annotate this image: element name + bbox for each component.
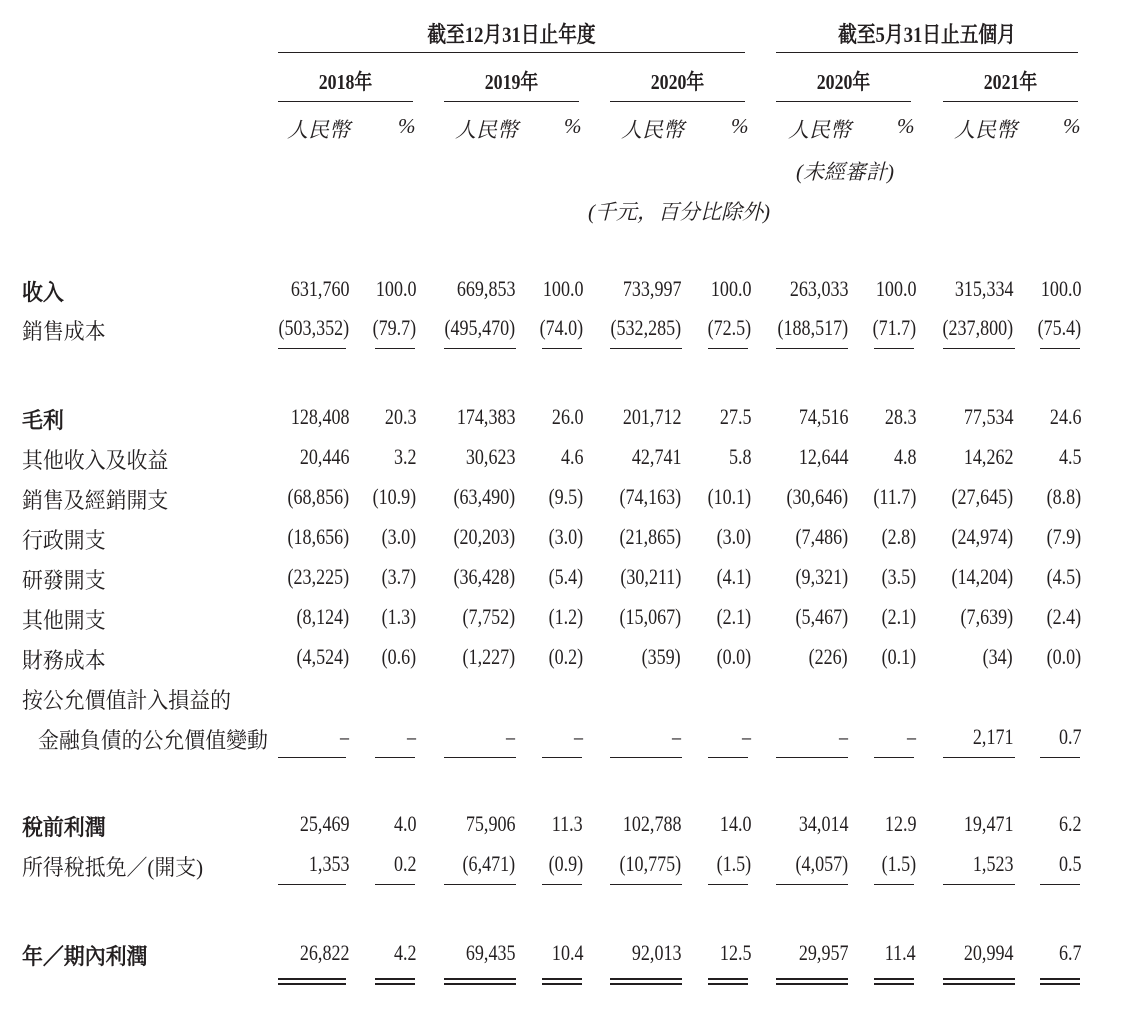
cell-amount: (63,490) (453, 484, 515, 509)
cell-amount: 20,446 (299, 444, 349, 469)
cell-percent: (79.7) (372, 315, 416, 340)
cell-amount: (27,645) (951, 484, 1013, 509)
year-rule (610, 101, 745, 102)
subtotal-rule (874, 757, 914, 758)
subtotal-rule (542, 757, 582, 758)
cell-amount: 69,435 (465, 940, 515, 965)
cell-amount: 25,469 (299, 811, 349, 836)
cell-amount: 75,906 (465, 811, 515, 836)
row-label: 收入 (22, 280, 64, 305)
cell-amount: (20,203) (453, 524, 515, 549)
cell-amount: (503,352) (278, 315, 349, 340)
total-double-rule (943, 978, 1015, 985)
row-label: 其他收入及收益 (22, 448, 169, 473)
subtotal-rule (943, 348, 1015, 349)
cell-amount: 733,997 (622, 276, 681, 301)
subtotal-rule (943, 757, 1015, 758)
cell-percent: 0.2 (393, 851, 416, 876)
subtotal-rule (943, 884, 1015, 885)
currency-label: 人民幣 (455, 118, 518, 142)
cell-percent: 24.6 (1049, 404, 1081, 429)
cell-percent: 11.4 (885, 940, 916, 965)
cell-percent: (3.0) (548, 524, 583, 549)
cell-percent: 20.3 (384, 404, 416, 429)
cell-amount: 14,262 (963, 444, 1013, 469)
total-double-rule (874, 978, 914, 985)
subtotal-rule (375, 757, 415, 758)
cell-percent: (0.0) (716, 644, 751, 669)
cell-amount: – (671, 724, 681, 749)
cell-percent: 100.0 (875, 276, 916, 301)
cell-amount: (5,467) (795, 604, 848, 629)
subtotal-rule (610, 884, 682, 885)
currency-label: 人民幣 (621, 118, 684, 142)
cell-amount: (14,204) (951, 564, 1013, 589)
cell-amount: 92,013 (631, 940, 681, 965)
cell-percent: (2.8) (881, 524, 916, 549)
year-rule (943, 101, 1078, 102)
cell-amount: (495,470) (444, 315, 515, 340)
cell-amount: (24,974) (951, 524, 1013, 549)
cell-amount: (237,800) (942, 315, 1013, 340)
subtotal-rule (1040, 884, 1080, 885)
cell-amount: (15,067) (619, 604, 681, 629)
cell-amount: 74,516 (798, 404, 848, 429)
cell-amount: 26,822 (299, 940, 349, 965)
cell-amount: 20,994 (963, 940, 1013, 965)
cell-percent: 100.0 (1040, 276, 1081, 301)
cell-amount: 631,760 (290, 276, 349, 301)
cell-percent: (0.1) (881, 644, 916, 669)
cell-amount: (1,227) (462, 644, 515, 669)
cell-amount: (532,285) (610, 315, 681, 340)
cell-percent: (2.4) (1046, 604, 1081, 629)
cell-amount: 30,623 (465, 444, 515, 469)
subtotal-rule (776, 757, 848, 758)
percent-label: % (564, 114, 582, 138)
cell-percent: (9.5) (548, 484, 583, 509)
cell-percent: (8.8) (1046, 484, 1081, 509)
cell-percent: (4.1) (716, 564, 751, 589)
cell-amount: 34,014 (798, 811, 848, 836)
cell-percent: – (741, 724, 751, 749)
cell-percent: (3.7) (381, 564, 416, 589)
year-rule (444, 101, 579, 102)
cell-percent: 28.3 (884, 404, 916, 429)
cell-percent: 0.7 (1058, 724, 1081, 749)
row-label: 財務成本 (22, 648, 106, 673)
cell-percent: 4.5 (1058, 444, 1081, 469)
cell-amount: (30,646) (786, 484, 848, 509)
cell-percent: 4.0 (393, 811, 416, 836)
cell-percent: 0.5 (1058, 851, 1081, 876)
cell-amount: (8,124) (296, 604, 349, 629)
currency-label: 人民幣 (287, 118, 350, 142)
cell-percent: (72.5) (707, 315, 751, 340)
cell-amount: (226) (808, 644, 848, 669)
cell-amount: 42,741 (631, 444, 681, 469)
cell-amount: 19,471 (963, 811, 1013, 836)
row-label: 所得稅抵免／(開支) (22, 855, 204, 880)
cell-percent: 4.8 (893, 444, 916, 469)
subtotal-rule (610, 757, 682, 758)
subtotal-rule (1040, 757, 1080, 758)
cell-percent: (3.5) (881, 564, 916, 589)
row-label: 年／期內利潤 (22, 944, 148, 969)
percent-label: % (731, 114, 749, 138)
cell-percent: 12.9 (884, 811, 916, 836)
cell-amount: (4,057) (795, 851, 848, 876)
cell-percent: (3.0) (716, 524, 751, 549)
year-header: 2018年 (318, 70, 373, 94)
cell-amount: (359) (641, 644, 681, 669)
subtotal-rule (1040, 348, 1080, 349)
row-label: 按公允價值計入損益的 (22, 688, 232, 713)
percent-label: % (897, 114, 915, 138)
cell-percent: – (573, 724, 583, 749)
cell-amount: (36,428) (453, 564, 515, 589)
cell-amount: – (505, 724, 515, 749)
total-double-rule (444, 978, 516, 985)
cell-percent: 5.8 (728, 444, 751, 469)
cell-amount: (4,524) (296, 644, 349, 669)
subtotal-rule (278, 348, 346, 349)
cell-percent: 14.0 (719, 811, 751, 836)
cell-percent: 100.0 (375, 276, 416, 301)
row-label: 其他開支 (22, 608, 106, 633)
cell-amount: 174,383 (456, 404, 515, 429)
cell-percent: (74.0) (539, 315, 583, 340)
subtotal-rule (874, 348, 914, 349)
cell-amount: (9,321) (795, 564, 848, 589)
cell-amount: (7,639) (960, 604, 1013, 629)
cell-percent: (0.2) (548, 644, 583, 669)
subtotal-rule (444, 348, 516, 349)
cell-percent: – (406, 724, 416, 749)
cell-percent: (7.9) (1046, 524, 1081, 549)
year-header: 2021年 (983, 70, 1038, 94)
units-label: (千元，百分比除外) (588, 200, 770, 224)
cell-amount: – (339, 724, 349, 749)
cell-amount: (7,752) (462, 604, 515, 629)
cell-percent: 11.3 (552, 811, 583, 836)
cell-percent: – (906, 724, 916, 749)
unaudited-label: (未經審計) (796, 160, 894, 184)
cell-amount: (74,163) (619, 484, 681, 509)
cell-percent: (11.7) (873, 484, 916, 509)
group-header-year: 截至12月31日止年度 (427, 22, 596, 47)
cell-percent: 3.2 (393, 444, 416, 469)
cell-amount: (21,865) (619, 524, 681, 549)
subtotal-rule (375, 348, 415, 349)
subtotal-rule (444, 757, 516, 758)
row-label: 銷售成本 (22, 319, 106, 344)
percent-label: % (398, 114, 416, 138)
subtotal-rule (542, 884, 582, 885)
total-double-rule (610, 978, 682, 985)
cell-percent: 100.0 (710, 276, 751, 301)
cell-percent: 26.0 (551, 404, 583, 429)
currency-label: 人民幣 (788, 118, 851, 142)
cell-amount: (18,656) (287, 524, 349, 549)
cell-amount: (68,856) (287, 484, 349, 509)
cell-percent: (10.9) (372, 484, 416, 509)
subtotal-rule (375, 884, 415, 885)
total-double-rule (1040, 978, 1080, 985)
subtotal-rule (708, 884, 748, 885)
cell-percent: 6.2 (1058, 811, 1081, 836)
subtotal-rule (776, 884, 848, 885)
cell-amount: (7,486) (795, 524, 848, 549)
cell-amount: (23,225) (287, 564, 349, 589)
cell-percent: (2.1) (716, 604, 751, 629)
row-label: 行政開支 (22, 528, 106, 553)
cell-amount: 128,408 (290, 404, 349, 429)
cell-percent: (2.1) (881, 604, 916, 629)
cell-amount: 263,033 (789, 276, 848, 301)
cell-amount: 77,534 (963, 404, 1013, 429)
row-label: 研發開支 (22, 568, 106, 593)
percent-label: % (1063, 114, 1081, 138)
cell-amount: 1,353 (308, 851, 349, 876)
cell-amount: (30,211) (620, 564, 681, 589)
cell-amount: 102,788 (622, 811, 681, 836)
year-header: 2020年 (816, 70, 871, 94)
cell-percent: (0.0) (1046, 644, 1081, 669)
year-header: 2019年 (484, 70, 539, 94)
cell-percent: (1.5) (716, 851, 751, 876)
cell-percent: (75.4) (1037, 315, 1081, 340)
cell-percent: (5.4) (548, 564, 583, 589)
cell-percent: (1.5) (881, 851, 916, 876)
total-double-rule (708, 978, 748, 985)
cell-percent: (3.0) (381, 524, 416, 549)
group-rule-year (278, 52, 745, 53)
cell-amount: 12,644 (798, 444, 848, 469)
subtotal-rule (708, 348, 748, 349)
cell-percent: 27.5 (719, 404, 751, 429)
group-header-months: 截至5月31日止五個月 (838, 22, 1016, 47)
cell-percent: (0.9) (548, 851, 583, 876)
cell-percent: (1.3) (381, 604, 416, 629)
subtotal-rule (708, 757, 748, 758)
cell-amount: 315,334 (954, 276, 1013, 301)
cell-amount: 29,957 (798, 940, 848, 965)
cell-percent: 10.4 (551, 940, 583, 965)
year-header: 2020年 (650, 70, 705, 94)
cell-amount: (34) (982, 644, 1013, 669)
cell-amount: 1,523 (972, 851, 1013, 876)
currency-label: 人民幣 (954, 118, 1017, 142)
cell-amount: (10,775) (619, 851, 681, 876)
subtotal-rule (610, 348, 682, 349)
cell-percent: 4.6 (560, 444, 583, 469)
cell-amount: 2,171 (972, 724, 1013, 749)
cell-percent: 100.0 (542, 276, 583, 301)
subtotal-rule (278, 757, 346, 758)
row-label: 稅前利潤 (22, 815, 106, 840)
cell-percent: 12.5 (719, 940, 751, 965)
cell-amount: (188,517) (777, 315, 848, 340)
cell-percent: 4.2 (393, 940, 416, 965)
row-label: 毛利 (22, 408, 64, 433)
total-double-rule (278, 978, 346, 985)
row-label: 銷售及經銷開支 (22, 488, 169, 513)
cell-amount: – (838, 724, 848, 749)
cell-percent: (0.6) (381, 644, 416, 669)
year-rule (278, 101, 413, 102)
total-double-rule (375, 978, 415, 985)
total-double-rule (776, 978, 848, 985)
group-rule-months (776, 52, 1078, 53)
cell-percent: (71.7) (872, 315, 916, 340)
cell-amount: (6,471) (462, 851, 515, 876)
subtotal-rule (278, 884, 346, 885)
cell-percent: (10.1) (707, 484, 751, 509)
year-rule (776, 101, 911, 102)
cell-amount: 669,853 (456, 276, 515, 301)
cell-percent: 6.7 (1058, 940, 1081, 965)
cell-percent: (1.2) (548, 604, 583, 629)
subtotal-rule (874, 884, 914, 885)
cell-percent: (4.5) (1046, 564, 1081, 589)
subtotal-rule (776, 348, 848, 349)
subtotal-rule (444, 884, 516, 885)
row-label: 金融負債的公允價值變動 (38, 728, 268, 753)
subtotal-rule (542, 348, 582, 349)
cell-amount: 201,712 (622, 404, 681, 429)
total-double-rule (542, 978, 582, 985)
